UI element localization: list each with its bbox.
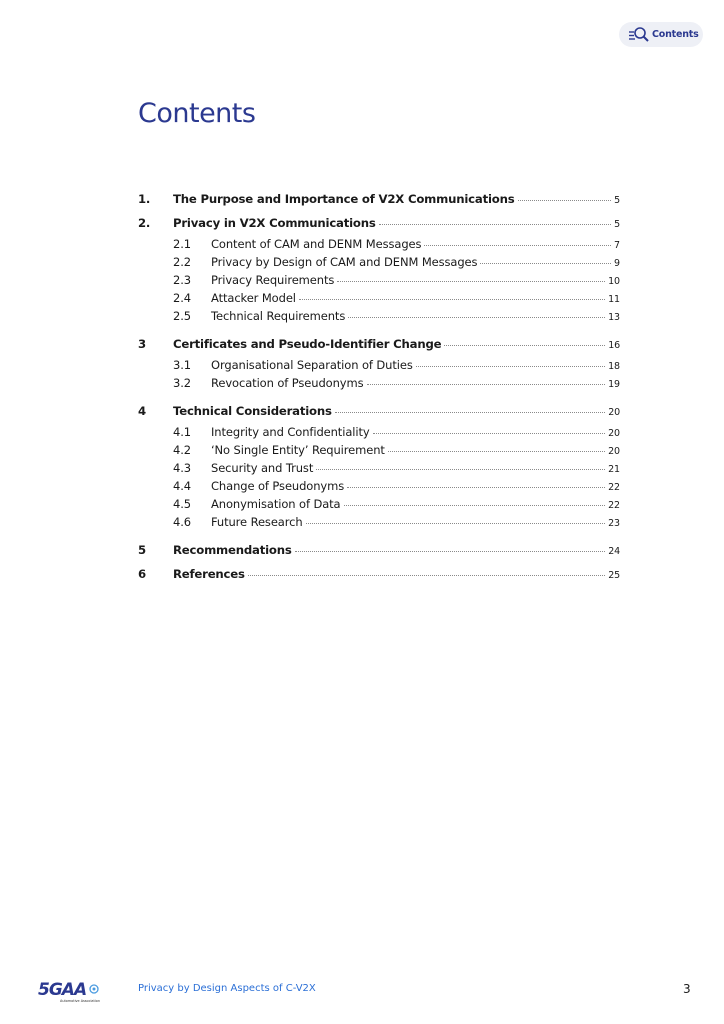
toc-entry-title-link[interactable]: References [173, 567, 245, 581]
toc-entry-title-link[interactable]: Technical Considerations [173, 404, 332, 418]
toc-dot-leader [388, 451, 605, 452]
toc-entry-number: 4.4 [173, 479, 191, 493]
toc-dot-leader [347, 487, 605, 488]
toc-chapter-entry[interactable] [138, 565, 620, 583]
toc-spacer [138, 325, 620, 335]
table-of-contents [138, 190, 620, 583]
toc-entry-number: 4.6 [173, 515, 191, 529]
toc-section-entry[interactable] [138, 423, 620, 441]
toc-section-entry[interactable] [138, 289, 620, 307]
toc-dot-leader [416, 366, 605, 367]
toc-entry-page-number: 23 [608, 518, 620, 529]
toc-entry-number: 3 [138, 337, 146, 351]
toc-entry-title-link[interactable]: Integrity and Confidentiality [211, 425, 370, 439]
toc-entry-page-number: 5 [614, 219, 620, 230]
toc-entry-number: 4.5 [173, 497, 191, 511]
toc-section-entry[interactable] [138, 459, 620, 477]
toc-entry-number: 4.1 [173, 425, 191, 439]
toc-chapter-entry[interactable] [138, 541, 620, 559]
toc-entry-title-link[interactable]: The Purpose and Importance of V2X Communications [173, 192, 515, 206]
toc-dot-leader [424, 245, 611, 246]
logo-tagline: Automotive Association [60, 999, 100, 1003]
toc-entry-page-number: 13 [608, 312, 620, 323]
contents-nav-button[interactable] [619, 22, 703, 47]
toc-entry-title-link[interactable]: Privacy Requirements [211, 273, 335, 287]
toc-chapter-entry[interactable] [138, 214, 620, 232]
toc-section-entry[interactable] [138, 271, 620, 289]
toc-entry-number: 1. [138, 192, 151, 206]
toc-dot-leader [480, 263, 611, 264]
toc-entry-page-number: 18 [608, 361, 620, 372]
toc-entry-title-link[interactable]: Anonymisation of Data [211, 497, 341, 511]
toc-entry-number: 2. [138, 216, 151, 230]
toc-dot-leader [306, 523, 606, 524]
toc-entry-title-link[interactable]: Security and Trust [211, 461, 314, 475]
toc-section-entry[interactable] [138, 441, 620, 459]
toc-section-entry[interactable] [138, 235, 620, 253]
toc-section-entry[interactable] [138, 374, 620, 392]
toc-entry-number: 5 [138, 543, 146, 557]
toc-entry-page-number: 5 [614, 195, 620, 206]
footer-document-title[interactable]: Privacy by Design Aspects of C-V2X [138, 983, 316, 994]
toc-dot-leader [518, 200, 612, 201]
toc-entry-page-number: 11 [608, 294, 620, 305]
toc-dot-leader [379, 224, 612, 225]
toc-section-entry[interactable] [138, 307, 620, 325]
toc-chapter-entry[interactable] [138, 190, 620, 208]
toc-entry-title-link[interactable]: Future Research [211, 515, 303, 529]
toc-entry-number: 2.3 [173, 273, 191, 287]
5gaa-logo [38, 978, 104, 1004]
toc-entry-title-link[interactable]: Organisational Separation of Duties [211, 358, 413, 372]
toc-entry-number: 2.5 [173, 309, 191, 323]
list-search-icon [628, 26, 650, 44]
toc-entry-page-number: 22 [608, 482, 620, 493]
toc-entry-title-link[interactable]: Revocation of Pseudonyms [211, 376, 364, 390]
toc-dot-leader [344, 505, 606, 506]
toc-dot-leader [335, 412, 606, 413]
toc-entry-page-number: 24 [608, 546, 620, 557]
toc-entry-number: 2.4 [173, 291, 191, 305]
toc-section-entry[interactable] [138, 477, 620, 495]
toc-section-entry[interactable] [138, 495, 620, 513]
toc-dot-leader [299, 299, 605, 300]
toc-entry-number: 4 [138, 404, 146, 418]
toc-entry-page-number: 20 [608, 428, 620, 439]
toc-section-entry[interactable] [138, 513, 620, 531]
toc-dot-leader [373, 433, 606, 434]
toc-entry-page-number: 9 [614, 258, 620, 269]
toc-entry-number: 3.1 [173, 358, 191, 372]
toc-entry-page-number: 19 [608, 379, 620, 390]
toc-entry-number: 4.3 [173, 461, 191, 475]
toc-dot-leader [248, 575, 606, 576]
toc-entry-page-number: 7 [614, 240, 620, 251]
toc-chapter-entry[interactable] [138, 402, 620, 420]
toc-entry-title-link[interactable]: Change of Pseudonyms [211, 479, 345, 493]
toc-entry-title-link[interactable]: Recommendations [173, 543, 292, 557]
toc-section-entry[interactable] [138, 253, 620, 271]
toc-entry-page-number: 25 [608, 570, 620, 581]
toc-dot-leader [367, 384, 606, 385]
toc-dot-leader [444, 345, 605, 346]
toc-entry-title-link[interactable]: Attacker Model [211, 291, 296, 305]
toc-entry-title-link[interactable]: Privacy by Design of CAM and DENM Messages [211, 255, 478, 269]
toc-entry-number: 4.2 [173, 443, 191, 457]
toc-entry-title-link[interactable]: ‘No Single Entity’ Requirement [211, 443, 385, 457]
contents-tab-label: Contents [652, 29, 699, 40]
toc-dot-leader [348, 317, 605, 318]
toc-chapter-entry[interactable] [138, 335, 620, 353]
toc-dot-leader [295, 551, 606, 552]
toc-entry-page-number: 20 [608, 407, 620, 418]
toc-entry-page-number: 10 [608, 276, 620, 287]
toc-entry-title-link[interactable]: Certificates and Pseudo-Identifier Change [173, 337, 442, 351]
toc-entry-number: 2.2 [173, 255, 191, 269]
toc-entry-title-link[interactable]: Privacy in V2X Communications [173, 216, 376, 230]
toc-entry-number: 6 [138, 567, 146, 581]
toc-entry-page-number: 20 [608, 446, 620, 457]
toc-entry-page-number: 21 [608, 464, 620, 475]
toc-entry-page-number: 16 [608, 340, 620, 351]
logo-wordmark: 5GAA [38, 980, 87, 1000]
toc-entry-page-number: 22 [608, 500, 620, 511]
toc-entry-title-link[interactable]: Technical Requirements [211, 309, 346, 323]
toc-spacer [138, 531, 620, 541]
toc-section-entry[interactable] [138, 356, 620, 374]
toc-dot-leader [316, 469, 605, 470]
toc-entry-title-link[interactable]: Content of CAM and DENM Messages [211, 237, 422, 251]
toc-entry-number: 3.2 [173, 376, 191, 390]
page-title: Contents [138, 98, 256, 129]
toc-spacer [138, 392, 620, 402]
toc-entry-number: 2.1 [173, 237, 191, 251]
page-number: 3 [683, 982, 691, 996]
toc-dot-leader [337, 281, 605, 282]
